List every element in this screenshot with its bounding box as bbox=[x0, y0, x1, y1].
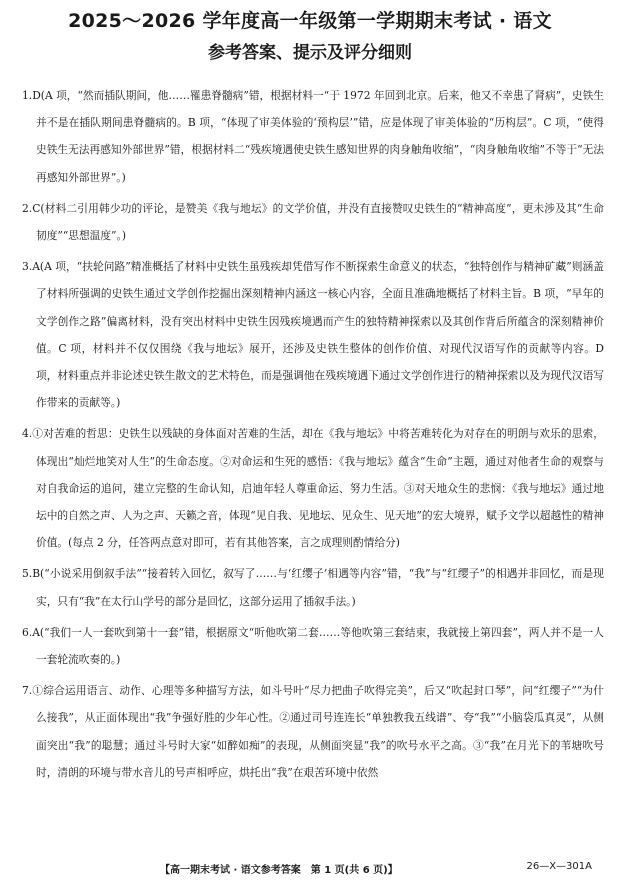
answer-text: A(A 项，“扶轮问路”精准概括了材料中史铁生虽残疾却凭借写作不断探索生命意义的状态，“独特创作与精神矿藏”则涵盖了材料所强调的史铁生通过文学创作挖掘出深刻精神内涵这一核心内容，全面且准确地概括了材料主旨。B 项，“早年的文学创作之路”偏离材料，没有突出材料中史铁生因残疾境遇而产生的独特精神探索以及其创作背后所蕴含的深刻精神价值。C 项，材料并不仅仅围绕《我与地坛》展开，还涉及史铁生整体的创作价值、对现代汉语写作的贡献等内容。D 项，材料重点并非论述史铁生散文的艺术特色，而是强调他在残疾境遇下通过文学创作进行的精神探索以及为现代汉语写作带来的贡献等。) bbox=[32, 260, 604, 410]
answer-item bbox=[22, 195, 604, 249]
answer-item bbox=[22, 253, 604, 416]
answer-number: 7. bbox=[22, 684, 33, 698]
page-footer bbox=[0, 861, 620, 877]
answer-item bbox=[22, 677, 604, 786]
answer-text: C(材料二引用韩少功的评论，是赞美《我与地坛》的文学价值，并没有直接赞叹史铁生的“精神高度”，更未涉及其“生命韧度”“思想温度”。) bbox=[32, 201, 604, 243]
answer-text: D(A 项，“然而插队期间，他……罹患脊髓病”错，根据材料一“于 1972 年回到北京。后来，他又不幸患了肾病”，史铁生并不是在插队期间患脊髓病的。B 项，“体现了审美体验的‘预构层’”错，应是体现了审美体验的“历构层”。C 项，“使得史铁生无法再感知外部世界”错，根据材料二“残疾境遇使史铁生感知世界的肉身触角收缩”，“肉身触角收缩”不等于“无法再感知外部世界”。) bbox=[32, 89, 604, 184]
exam-title: 2025～2026 学年度高一年级第一学期期末考试 · 语文 bbox=[68, 10, 552, 32]
answer-number: 6. bbox=[22, 625, 33, 639]
answer-list bbox=[22, 82, 604, 790]
footer-exam-code: 26—X—301A bbox=[526, 861, 592, 872]
footer-page-info: 【高一期末考试 · 语文参考答案 第 1 页(共 6 页)】 bbox=[160, 865, 398, 876]
answer-item bbox=[22, 560, 604, 614]
answer-text: ①综合运用语言、动作、心理等多种描写方法，如斗号叶“尽力把曲子吹得完美”，后又“吹起封口琴”，问“红缨子”“为什么接我”，从正面体现出“我”争强好胜的少年心性。②通过司号连连长“单独教我五线谱”、夸“我”“小脑袋瓜真灵”，从侧面突出“我”的聪慧；通过斗号时大家“如醉如痴”的表现，从侧面突显“我”的吹号水平之高。③“我”在月光下的苇塘吹号时，清朗的环境与带水音儿的号声相呼应，烘托出“我”在艰苦环境中依然 bbox=[32, 684, 604, 779]
answer-number: 5. bbox=[22, 567, 33, 581]
answer-number: 2. bbox=[22, 201, 33, 215]
answer-number: 4. bbox=[22, 427, 33, 441]
answer-number: 3. bbox=[22, 260, 33, 274]
answer-number: 1. bbox=[22, 89, 33, 102]
answer-item bbox=[22, 420, 604, 556]
answer-item bbox=[22, 82, 604, 191]
answer-text: A(“我们一人一套吹到第十一套”错，根据原文“听他吹第二套……等他吹第三套结束，我就接上第四套”，两人并不是一人一套轮流吹奏的。) bbox=[32, 625, 604, 667]
answer-item bbox=[22, 619, 604, 673]
answer-text: B(“小说采用倒叙手法”“接着转入回忆，叙写了……与‘红缨子’相遇等内容”错，“我”与“红缨子”的相遇并非回忆，而是现实，只有“我”在太行山学号的部分是回忆，这部分运用了插叙手法。) bbox=[32, 567, 604, 608]
document-subtitle: 参考答案、提示及评分细则 bbox=[208, 43, 412, 63]
answer-text: ①对苦难的哲思：史铁生以残缺的身体面对苦难的生活，却在《我与地坛》中将苦难转化为对存在的明朗与欢乐的思索，体现出“灿烂地笑对人生”的生命态度。②对命运和生死的感悟：《我与地坛》蕴含“生命”主题，通过对他者生命的观察与对自我命运的追问，建立完整的生命认知，启迪年轻人尊重命运、努力生活。③对天地众生的悲悯：《我与地坛》通过地坛中的自然之声、人为之声、天籁之音，体现“见自我、见地坛、见众生、见天地”的宏大境界，赋予文学以超越性的精神价值。(每点 2 分，任答两点意对即可，若有其他答案，言之成理则酌情给分) bbox=[32, 427, 604, 550]
